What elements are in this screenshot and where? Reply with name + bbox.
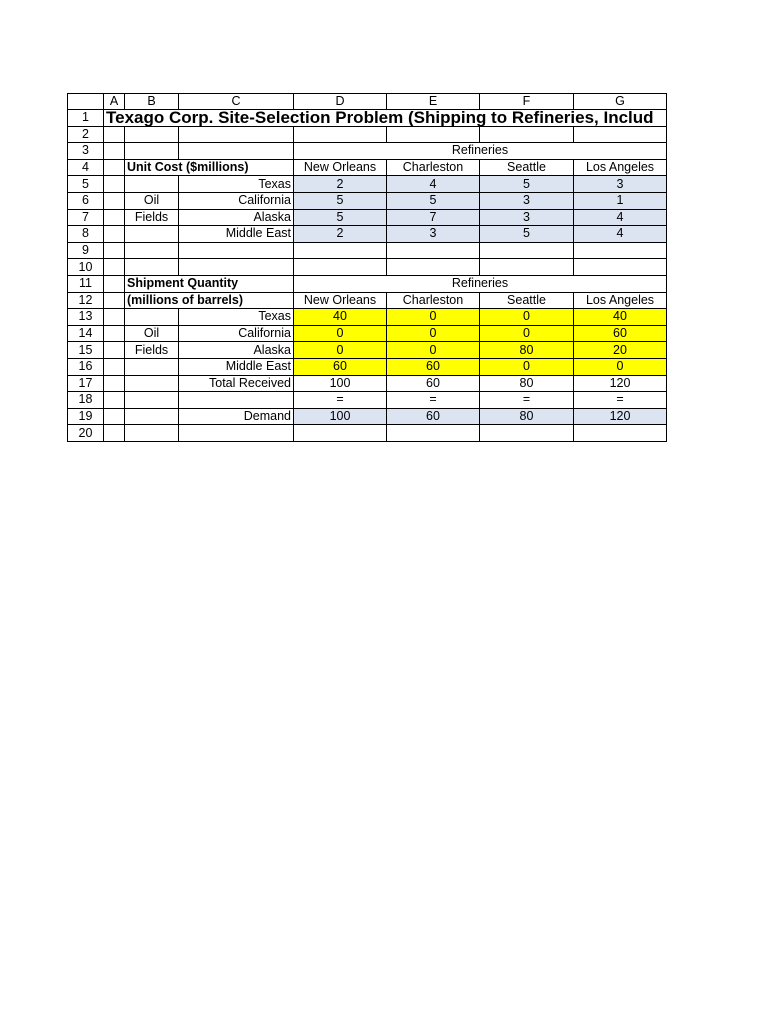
sheet-row-17 <box>68 375 667 392</box>
cell[interactable] <box>104 358 125 375</box>
cell[interactable] <box>125 309 179 326</box>
row-number[interactable]: 20 <box>68 425 104 442</box>
row-number[interactable]: 12 <box>68 292 104 309</box>
cell[interactable] <box>387 126 480 143</box>
unit-cost-header[interactable]: Unit Cost ($millions) <box>125 159 294 176</box>
cell[interactable] <box>294 242 387 259</box>
shipment-cell[interactable]: 0 <box>387 325 480 342</box>
unit-cost-cell[interactable]: 5 <box>387 192 480 209</box>
unit-cost-cell[interactable]: 2 <box>294 226 387 243</box>
cell[interactable] <box>104 242 125 259</box>
total-received-cell[interactable]: 120 <box>574 375 667 392</box>
column-header-c[interactable]: C <box>179 94 294 110</box>
row-number[interactable]: 1 <box>68 110 104 127</box>
total-received-cell[interactable]: 100 <box>294 375 387 392</box>
cell[interactable] <box>125 425 179 442</box>
row-number[interactable]: 4 <box>68 159 104 176</box>
sheet-row-1 <box>68 110 667 127</box>
demand-label[interactable]: Demand <box>179 408 294 425</box>
cell[interactable] <box>179 143 294 160</box>
column-header-d[interactable]: D <box>294 94 387 110</box>
column-header-e[interactable]: E <box>387 94 480 110</box>
sheet-row-14 <box>68 325 667 342</box>
shipment-cell[interactable]: 40 <box>574 309 667 326</box>
cell[interactable] <box>125 358 179 375</box>
unit-cost-cell[interactable]: 3 <box>480 209 574 226</box>
cell[interactable] <box>125 226 179 243</box>
oil-field-name[interactable]: Texas <box>179 309 294 326</box>
oil-fields-label[interactable]: Oil <box>125 325 179 342</box>
sheet-row-9 <box>68 242 667 259</box>
unit-cost-cell[interactable]: 4 <box>574 209 667 226</box>
cell[interactable] <box>104 292 125 309</box>
column-header-row <box>68 94 667 110</box>
column-header-f[interactable]: F <box>480 94 574 110</box>
shipment-cell[interactable]: 0 <box>387 309 480 326</box>
shipment-cell[interactable]: 0 <box>480 358 574 375</box>
unit-cost-cell[interactable]: 3 <box>574 176 667 193</box>
unit-cost-cell[interactable]: 1 <box>574 192 667 209</box>
column-header-g[interactable]: G <box>574 94 667 110</box>
cell[interactable] <box>125 375 179 392</box>
sheet-row-7 <box>68 209 667 226</box>
cell[interactable] <box>104 309 125 326</box>
sheet-row-6 <box>68 192 667 209</box>
oil-field-name[interactable]: California <box>179 325 294 342</box>
cell[interactable] <box>294 259 387 276</box>
shipment-cell[interactable]: 60 <box>294 358 387 375</box>
unit-cost-cell[interactable]: 4 <box>387 176 480 193</box>
oil-field-name[interactable]: Middle East <box>179 226 294 243</box>
shipment-quantity-header[interactable]: Shipment Quantity <box>125 275 294 292</box>
row-number[interactable]: 13 <box>68 309 104 326</box>
sheet-row-4 <box>68 159 667 176</box>
row-number[interactable]: 18 <box>68 392 104 409</box>
cell[interactable] <box>104 392 125 409</box>
row-number[interactable]: 6 <box>68 192 104 209</box>
corner-cell[interactable] <box>68 94 104 110</box>
cell[interactable] <box>574 259 667 276</box>
shipment-cell[interactable]: 60 <box>574 325 667 342</box>
refinery-header[interactable]: Los Angeles <box>574 292 667 309</box>
row-number[interactable]: 7 <box>68 209 104 226</box>
sheet-row-15 <box>68 342 667 359</box>
row-number[interactable]: 16 <box>68 358 104 375</box>
sheet-row-12 <box>68 292 667 309</box>
cell[interactable] <box>480 126 574 143</box>
row-number[interactable]: 2 <box>68 126 104 143</box>
cell[interactable] <box>387 425 480 442</box>
unit-cost-cell[interactable]: 7 <box>387 209 480 226</box>
cell[interactable] <box>104 259 125 276</box>
shipment-cell[interactable]: 40 <box>294 309 387 326</box>
cell[interactable] <box>104 425 125 442</box>
equals-cell[interactable]: = <box>294 392 387 409</box>
sheet-row-8 <box>68 226 667 243</box>
sheet-row-5 <box>68 176 667 193</box>
refinery-header[interactable]: Seattle <box>480 292 574 309</box>
unit-cost-cell[interactable]: 5 <box>480 226 574 243</box>
refineries-group-label[interactable]: Refineries <box>294 143 667 160</box>
cell[interactable] <box>104 325 125 342</box>
cell[interactable] <box>574 242 667 259</box>
shipment-cell[interactable]: 0 <box>574 358 667 375</box>
refinery-header[interactable]: Seattle <box>480 159 574 176</box>
unit-cost-cell[interactable]: 3 <box>387 226 480 243</box>
cell[interactable] <box>104 159 125 176</box>
cell[interactable] <box>387 259 480 276</box>
refinery-header[interactable]: New Orleans <box>294 159 387 176</box>
cell[interactable] <box>125 392 179 409</box>
shipment-cell[interactable]: 60 <box>387 358 480 375</box>
cell[interactable] <box>104 275 125 292</box>
row-number[interactable]: 11 <box>68 275 104 292</box>
spreadsheet-grid <box>67 93 667 442</box>
sheet-row-11 <box>68 275 667 292</box>
unit-cost-cell[interactable]: 5 <box>294 192 387 209</box>
row-number[interactable]: 9 <box>68 242 104 259</box>
refinery-header[interactable]: New Orleans <box>294 292 387 309</box>
cell[interactable] <box>480 242 574 259</box>
cell[interactable] <box>294 126 387 143</box>
cell[interactable] <box>574 425 667 442</box>
cell[interactable] <box>104 226 125 243</box>
total-received-cell[interactable]: 80 <box>480 375 574 392</box>
cell[interactable] <box>125 408 179 425</box>
unit-cost-cell[interactable]: 5 <box>480 176 574 193</box>
shipment-cell[interactable]: 0 <box>387 342 480 359</box>
cell[interactable] <box>125 143 179 160</box>
sheet-row-18 <box>68 392 667 409</box>
sheet-row-16 <box>68 358 667 375</box>
row-number[interactable]: 10 <box>68 259 104 276</box>
shipment-cell[interactable]: 0 <box>294 342 387 359</box>
sheet-title[interactable]: Texago Corp. Site-Selection Problem (Shipping to Refineries, Includ <box>104 110 667 127</box>
cell[interactable] <box>179 392 294 409</box>
total-received-label[interactable]: Total Received <box>179 375 294 392</box>
cell[interactable] <box>125 242 179 259</box>
cell[interactable] <box>480 259 574 276</box>
equals-cell[interactable]: = <box>387 392 480 409</box>
sheet-row-20 <box>68 425 667 442</box>
cell[interactable] <box>104 408 125 425</box>
demand-cell[interactable]: 120 <box>574 408 667 425</box>
shipment-cell[interactable]: 0 <box>480 325 574 342</box>
cell[interactable] <box>104 209 125 226</box>
oil-field-name[interactable]: Alaska <box>179 209 294 226</box>
cell[interactable] <box>179 242 294 259</box>
refinery-header[interactable]: Los Angeles <box>574 159 667 176</box>
shipment-cell[interactable]: 0 <box>480 309 574 326</box>
refinery-header[interactable]: Charleston <box>387 292 480 309</box>
unit-cost-cell[interactable]: 2 <box>294 176 387 193</box>
cell[interactable] <box>104 176 125 193</box>
cell[interactable] <box>104 192 125 209</box>
demand-cell[interactable]: 80 <box>480 408 574 425</box>
cell[interactable] <box>179 126 294 143</box>
oil-fields-label[interactable]: Oil <box>125 192 179 209</box>
sheet-row-10 <box>68 259 667 276</box>
column-header-b[interactable]: B <box>125 94 179 110</box>
cell[interactable] <box>294 425 387 442</box>
shipment-cell[interactable]: 20 <box>574 342 667 359</box>
total-received-cell[interactable]: 60 <box>387 375 480 392</box>
sheet-row-13 <box>68 309 667 326</box>
sheet-row-19 <box>68 408 667 425</box>
row-number[interactable]: 15 <box>68 342 104 359</box>
oil-fields-label[interactable]: Fields <box>125 209 179 226</box>
cell[interactable] <box>480 425 574 442</box>
sheet-row-2 <box>68 126 667 143</box>
cell[interactable] <box>104 375 125 392</box>
cell[interactable] <box>574 126 667 143</box>
column-header-a[interactable]: A <box>104 94 125 110</box>
row-number[interactable]: 8 <box>68 226 104 243</box>
row-number[interactable]: 19 <box>68 408 104 425</box>
row-number[interactable]: 17 <box>68 375 104 392</box>
oil-field-name[interactable]: California <box>179 192 294 209</box>
demand-cell[interactable]: 60 <box>387 408 480 425</box>
cell[interactable] <box>387 242 480 259</box>
row-number[interactable]: 5 <box>68 176 104 193</box>
cell[interactable] <box>104 143 125 160</box>
refinery-header[interactable]: Charleston <box>387 159 480 176</box>
unit-cost-cell[interactable]: 5 <box>294 209 387 226</box>
equals-cell[interactable]: = <box>480 392 574 409</box>
demand-cell[interactable]: 100 <box>294 408 387 425</box>
unit-cost-cell[interactable]: 3 <box>480 192 574 209</box>
shipment-cell[interactable]: 80 <box>480 342 574 359</box>
sheet-row-3 <box>68 143 667 160</box>
oil-field-name[interactable]: Texas <box>179 176 294 193</box>
oil-field-name[interactable]: Middle East <box>179 358 294 375</box>
shipment-cell[interactable]: 0 <box>294 325 387 342</box>
row-number[interactable]: 14 <box>68 325 104 342</box>
unit-cost-cell[interactable]: 4 <box>574 226 667 243</box>
equals-cell[interactable]: = <box>574 392 667 409</box>
cell[interactable] <box>179 425 294 442</box>
cell[interactable] <box>104 126 125 143</box>
cell[interactable] <box>125 176 179 193</box>
cell[interactable] <box>125 259 179 276</box>
refineries-group-label[interactable]: Refineries <box>294 275 667 292</box>
cell[interactable] <box>125 126 179 143</box>
shipment-units-header[interactable]: (millions of barrels) <box>125 292 294 309</box>
cell[interactable] <box>179 259 294 276</box>
oil-field-name[interactable]: Alaska <box>179 342 294 359</box>
row-number[interactable]: 3 <box>68 143 104 160</box>
oil-fields-label[interactable]: Fields <box>125 342 179 359</box>
cell[interactable] <box>104 342 125 359</box>
